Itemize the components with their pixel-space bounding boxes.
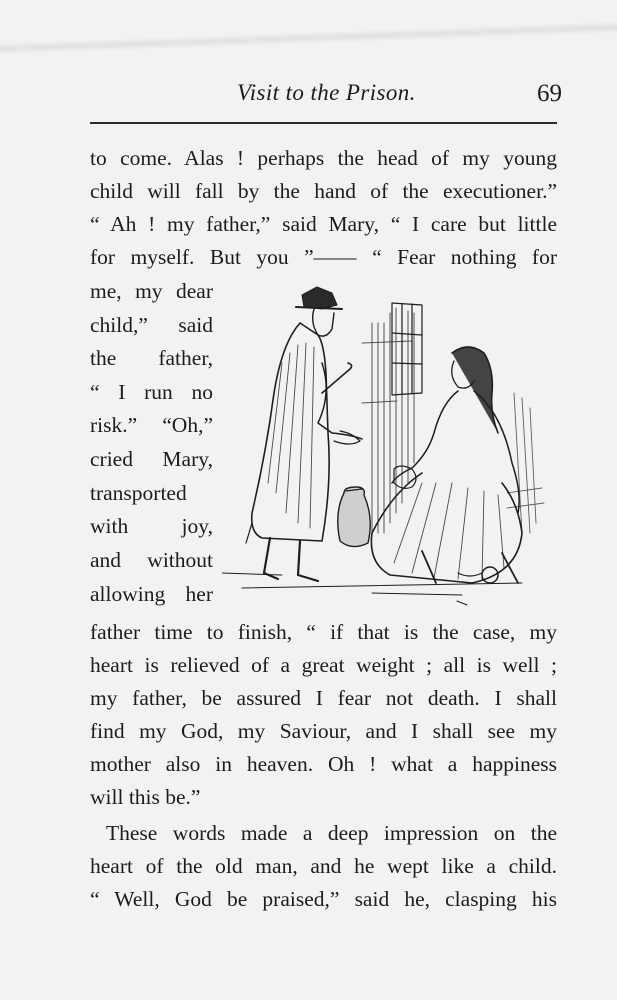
text-line: heart of the old man, and he wept like a child. xyxy=(90,854,557,878)
text-line: “ I run no xyxy=(90,380,213,404)
running-title: Visit to the Prison. xyxy=(237,80,416,105)
text-line: child,” said xyxy=(90,313,213,337)
text-line: to come. Alas ! perhaps the head of my young xyxy=(90,146,557,170)
text-line: father time to finish, “ if that is the case, my xyxy=(90,620,557,644)
text-line: mother also in heaven. Oh ! what a happiness xyxy=(90,752,557,776)
engraving-illustration xyxy=(222,283,552,608)
text-line: These words made a deep impression on the xyxy=(106,821,557,845)
text-line: my father, be assured I fear not death. I shall xyxy=(90,686,557,710)
text-line: with joy, xyxy=(90,514,213,538)
text-line: “ Ah ! my father,” said Mary, “ I care but little xyxy=(90,212,557,236)
text-line: risk.” “Oh,” xyxy=(90,413,213,437)
text-line: allowing her xyxy=(90,582,213,606)
text-line: cried Mary, xyxy=(90,447,213,471)
text-line: the father, xyxy=(90,346,213,370)
text-line: for myself. But you ”—— “ Fear nothing for xyxy=(90,245,557,269)
text-line: me, my dear xyxy=(90,279,213,303)
text-line: find my God, my Saviour, and I shall see my xyxy=(90,719,557,743)
text-line: transported xyxy=(90,481,187,505)
text-line: “ Well, God be praised,” said he, clasping his xyxy=(90,887,557,911)
header-rule xyxy=(90,122,557,124)
page-fold-shadow xyxy=(0,18,617,58)
text-line: and without xyxy=(90,548,213,572)
text-line: heart is relieved of a great weight ; all is well ; xyxy=(90,653,557,677)
text-line: will this be.” xyxy=(90,785,201,809)
text-line: child will fall by the hand of the executioner.” xyxy=(90,179,557,203)
page-number: 69 xyxy=(537,80,562,107)
